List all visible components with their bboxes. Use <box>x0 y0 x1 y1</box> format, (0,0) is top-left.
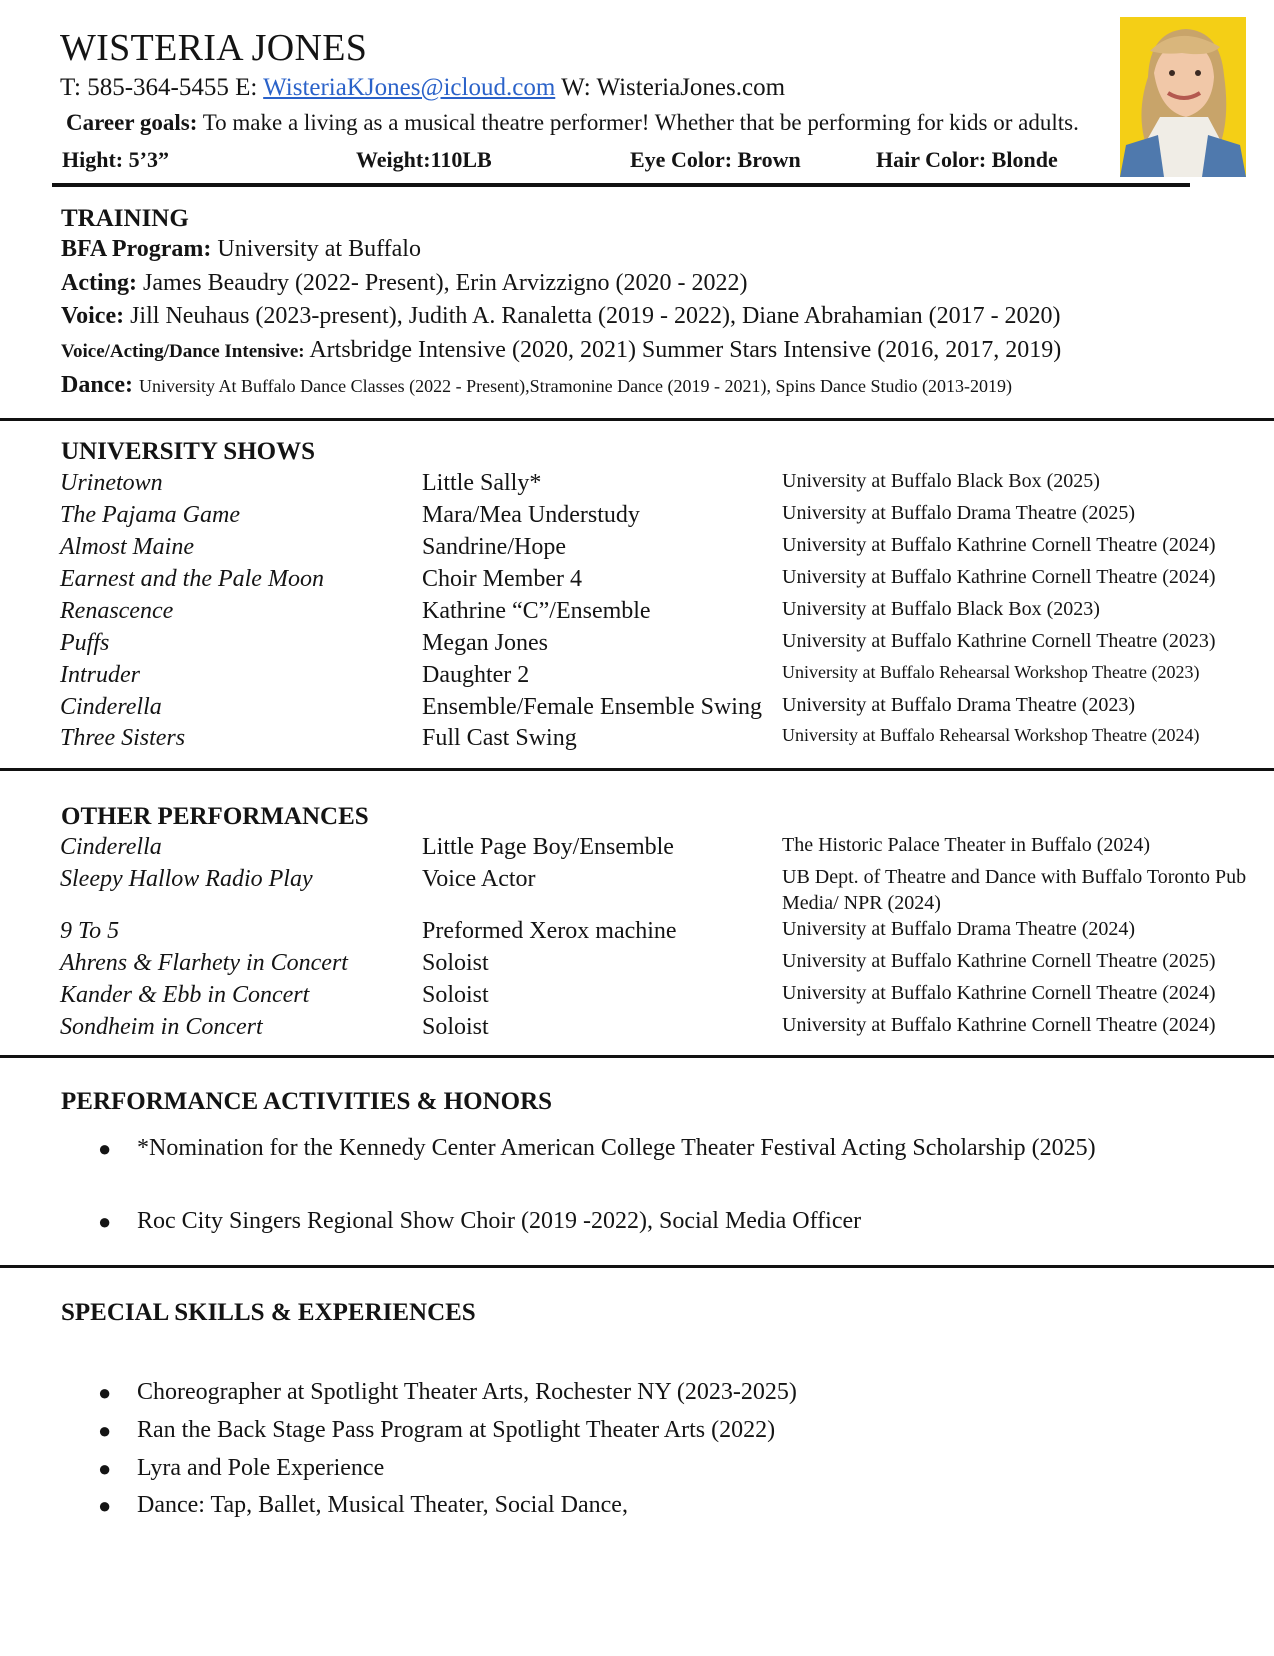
email-label: E: <box>235 74 258 101</box>
show-venue: University at Buffalo Kathrine Cornell Theatre (2024) <box>782 1014 1216 1036</box>
training-divider <box>0 418 1274 421</box>
other-performances-divider <box>0 1055 1274 1058</box>
show-venue: University at Buffalo Kathrine Cornell Theatre (2024) <box>782 566 1216 588</box>
skill-text: Lyra and Pole Experience <box>137 1455 385 1481</box>
intensive-label: Voice/Acting/Dance Intensive: <box>61 341 305 362</box>
show-venue: University at Buffalo Kathrine Cornell Theatre (2024) <box>782 982 1216 1004</box>
stat-hair-color: Hair Color: Blonde <box>876 147 1058 172</box>
other-performances-title: OTHER PERFORMANCES <box>61 803 369 830</box>
honors-title: PERFORMANCE ACTIVITIES & HONORS <box>61 1088 553 1115</box>
phone-label: T: <box>60 74 81 101</box>
show-role: Sandrine/Hope <box>422 534 566 560</box>
stat-eye-color: Eye Color: Brown <box>630 147 801 172</box>
show-role: Mara/Mea Understudy <box>422 502 640 528</box>
bfa-label: BFA Program: <box>61 236 212 262</box>
voice-value: Jill Neuhaus (2023-present), Judith A. Ranaletta (2019 - 2022), Diane Abrahamian (2017 - 2020) <box>130 303 1061 329</box>
show-role: Choir Member 4 <box>422 566 582 592</box>
training-title: TRAINING <box>61 205 189 232</box>
show-title: The Pajama Game <box>60 502 240 528</box>
bfa-value: University at Buffalo <box>217 236 421 262</box>
career-goals <box>66 110 1079 136</box>
skill-text: Ran the Back Stage Pass Program at Spotlight Theater Arts (2022) <box>137 1417 776 1443</box>
skills-title: SPECIAL SKILLS & EXPERIENCES <box>61 1299 476 1326</box>
show-role: Full Cast Swing <box>422 725 577 751</box>
training-intensive <box>61 337 1061 364</box>
show-title: Cinderella <box>60 834 162 860</box>
show-title: Earnest and the Pale Moon <box>60 566 324 592</box>
acting-label: Acting: <box>61 270 137 296</box>
website: WisteriaJones.com <box>596 74 786 101</box>
show-title: Kander & Ebb in Concert <box>60 982 310 1008</box>
show-venue: University at Buffalo Drama Theatre (2025) <box>782 502 1136 524</box>
skill-text: Choreographer at Spotlight Theater Arts, Rochester NY (2023-2025) <box>137 1379 797 1405</box>
headshot-illustration <box>1120 17 1246 177</box>
bullet-icon: ● <box>98 1493 112 1518</box>
show-venue: University at Buffalo Rehearsal Workshop Theatre (2023) <box>782 662 1200 682</box>
show-title: Cinderella <box>60 694 162 720</box>
show-venue: University at Buffalo Kathrine Cornell Theatre (2024) <box>782 534 1216 556</box>
show-title: Urinetown <box>60 470 163 496</box>
training-acting <box>61 270 748 297</box>
stat-height: Hight: 5’3” <box>62 147 169 172</box>
show-venue-continued: Media/ NPR (2024) <box>782 892 941 914</box>
show-role: Voice Actor <box>422 866 536 892</box>
email-link[interactable]: WisteriaKJones@icloud.com <box>263 74 556 101</box>
dance-value: University At Buffalo Dance Classes (2022 - Present),Stramonine Dance (2019 - 2021), Spins Dance Studio (2013-2019) <box>138 376 1012 396</box>
show-role: Preformed Xerox machine <box>422 918 677 944</box>
show-venue: University at Buffalo Kathrine Cornell Theatre (2023) <box>782 630 1216 652</box>
header-divider <box>52 183 1190 187</box>
contact-line <box>60 74 785 102</box>
bullet-icon: ● <box>98 1380 112 1405</box>
show-title: 9 To 5 <box>60 918 120 944</box>
headshot-photo <box>1120 17 1246 177</box>
stat-weight: Weight:110LB <box>356 147 492 172</box>
university-divider <box>0 768 1274 771</box>
show-title: Sondheim in Concert <box>60 1014 263 1040</box>
show-role: Little Page Boy/Ensemble <box>422 834 674 860</box>
show-title: Ahrens & Flarhety in Concert <box>60 950 348 976</box>
bullet-icon: ● <box>98 1418 112 1443</box>
show-role: Ensemble/Female Ensemble Swing <box>422 694 762 720</box>
show-role: Kathrine “C”/Ensemble <box>422 598 651 624</box>
career-goals-label: Career goals: <box>66 110 198 135</box>
show-title: Three Sisters <box>60 725 186 751</box>
bullet-icon: ● <box>98 1136 112 1161</box>
show-role: Soloist <box>422 950 489 976</box>
intensive-value: Artsbridge Intensive (2020, 2021) Summer Stars Intensive (2016, 2017, 2019) <box>309 337 1062 363</box>
show-venue: UB Dept. of Theatre and Dance with Buffalo Toronto Pub <box>782 866 1247 888</box>
show-role: Daughter 2 <box>422 662 530 688</box>
show-title: Sleepy Hallow Radio Play <box>60 866 313 892</box>
university-shows-title: UNIVERSITY SHOWS <box>61 438 316 465</box>
honors-divider <box>0 1265 1274 1268</box>
show-venue: University at Buffalo Drama Theatre (2024) <box>782 918 1136 940</box>
show-role: Soloist <box>422 982 489 1008</box>
show-title: Intruder <box>60 662 140 688</box>
show-title: Renascence <box>60 598 174 624</box>
show-role: Little Sally* <box>422 470 542 496</box>
training-bfa <box>61 236 421 263</box>
show-title: Almost Maine <box>60 534 194 560</box>
acting-value: James Beaudry (2022- Present), Erin Arvizzigno (2020 - 2022) <box>142 270 748 296</box>
dance-label: Dance: <box>61 372 133 398</box>
show-venue: The Historic Palace Theater in Buffalo (2024) <box>782 834 1151 856</box>
voice-label: Voice: <box>61 303 125 329</box>
bullet-icon: ● <box>98 1209 112 1234</box>
web-label: W: <box>561 74 591 101</box>
skill-text: Dance: Tap, Ballet, Musical Theater, Social Dance, <box>137 1492 628 1518</box>
career-goals-text: To make a living as a musical theatre performer! Whether that be performing for kids or adults. <box>202 110 1079 135</box>
show-venue: University at Buffalo Rehearsal Workshop Theatre (2024) <box>782 725 1200 745</box>
phone-number: 585-364-5455 <box>87 74 229 101</box>
show-title: Puffs <box>60 630 110 656</box>
honor-text: Roc City Singers Regional Show Choir (2019 -2022), Social Media Officer <box>137 1208 862 1234</box>
training-dance <box>61 372 1012 399</box>
bullet-icon: ● <box>98 1456 112 1481</box>
resume-name: WISTERIA JONES <box>60 27 368 69</box>
show-venue: University at Buffalo Kathrine Cornell Theatre (2025) <box>782 950 1216 972</box>
show-venue: University at Buffalo Black Box (2025) <box>782 470 1100 492</box>
show-venue: University at Buffalo Black Box (2023) <box>782 598 1100 620</box>
show-venue: University at Buffalo Drama Theatre (2023) <box>782 694 1136 716</box>
training-voice <box>61 303 1061 330</box>
honor-text: *Nomination for the Kennedy Center American College Theater Festival Acting Scholarship (2025) <box>137 1135 1096 1161</box>
show-role: Soloist <box>422 1014 489 1040</box>
show-role: Megan Jones <box>422 630 548 656</box>
